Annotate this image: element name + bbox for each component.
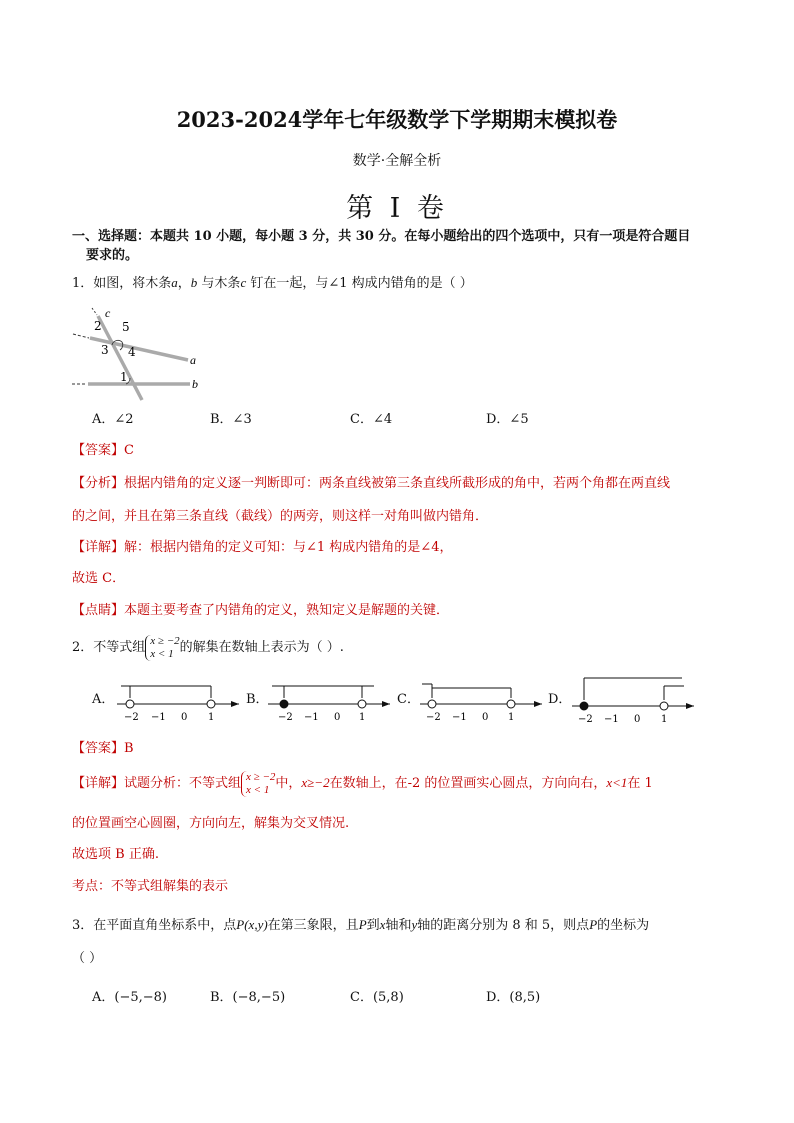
comment-text: 本题主要考查了内错角的定义，熟知定义是解题的关键． [124,603,450,618]
detail-a: 在数轴上，在-2 的位置画实心圆点，方向向右， [329,776,607,791]
q3-option-b: B．(−8,−5) [210,990,286,1005]
q3-stem-mid1: 在第三象限，且 [267,918,359,933]
q2-detail-ineq-2: x < 1 [246,783,270,796]
q3-option-a: A．(−5,−8) [92,990,167,1005]
comment-tag: 【点睛】 [72,603,125,618]
line-c-dash [92,308,97,315]
section-heading: 一、选择题：本题共 10 小题，每小题 3 分，共 30 分。在每小题给出的四个选项中，只有一项是符合题目 [72,229,691,244]
tick-label: −2 [426,712,441,723]
tick-label: 0 [181,712,188,723]
q1-var-c: c [240,275,247,290]
q1-stem-mid2: 与木条 [197,276,241,291]
analysis-text: 根据内错角的定义逐一判断即可：两条直线被第三条直线所截形成的角中，若两个角都在两直线 [124,476,671,491]
fig-label-c: c [105,306,111,320]
answer-value: C [124,443,134,458]
tick-label: 0 [482,712,489,723]
q2-detail-system [241,771,275,797]
q2-stem-suffix: 的解集在数轴上表示为（ ）. [179,640,344,655]
fig-label-a: a [190,353,196,367]
detail-b: 在 1 [627,776,653,791]
q2-point: 考点：不等式组解集的表示 [72,879,229,894]
q1-figure [70,298,210,408]
question-3-stem [72,917,649,934]
tick-label: −1 [452,712,467,723]
q3-option-d: D．(8,5) [486,990,541,1005]
q3-stem-prefix: 3．在平面直角坐标系中，点 [72,918,237,933]
fig-label-1: 1 [120,370,128,384]
tick-label: −2 [278,712,293,723]
q2-ineq-2: x < 1 [150,647,174,660]
q2-stem-prefix: 2．不等式组 [72,640,146,655]
q2-numberline-d [570,674,700,724]
q1-option-c: C．∠4 [350,412,393,427]
answer-tag: 【答案】 [72,741,125,756]
detail-x2: x<1 [606,775,628,790]
q3-stem-suffix: 轴的距离分别为 8 和 5，则点 [417,918,590,933]
tick-label: −2 [578,714,593,725]
page-subtitle: 数学·全解全析 [352,153,442,169]
q2-numberline-b [266,680,396,724]
q3-x: x [379,917,386,932]
q3-P2: P [589,917,598,932]
q3-paren: （ ） [72,951,103,966]
q1-stem-suffix: 钉在一起，与∠1 构成内错角的是（ ） [246,276,473,291]
question-2-stem [72,633,344,663]
q3-y: y [411,917,418,932]
tick-label: 1 [208,712,215,723]
fig-label-3: 3 [101,343,109,357]
q2-detail-ineq-1: x ≥ −2 [246,770,276,783]
answer-value: B [124,741,134,756]
line-a-dash [73,334,89,338]
q2-option-b-label: B． [246,692,269,707]
q1-detail [72,540,452,556]
q1-option-a: A．∠2 [92,412,134,427]
q2-detail [72,768,653,799]
q1-choice: 故选 C． [72,571,126,586]
tick-label: −1 [151,712,166,723]
q1-analysis [72,476,670,492]
q2-answer [72,741,134,757]
q2-option-a-label: A． [92,692,115,707]
detail-prefix: 试题分析：不等式组 [124,776,242,791]
q2-option-d-label: D． [548,692,572,707]
q1-option-b: B．∠3 [210,412,252,427]
detail-x1: x≥−2 [301,775,330,790]
fig-label-4: 4 [128,345,136,359]
q2-ineq-system [145,635,179,661]
q3-P: P [358,917,367,932]
q1-stem-mid1: ， [177,276,191,291]
q1-var-b: b [190,275,198,290]
tick-label: −1 [604,714,619,725]
q2-numberline-a [115,680,245,724]
detail-tag: 【详解】 [72,776,125,791]
q1-stem-prefix: 1．如图，将木条 [72,276,172,291]
q3-stem-mid2: 到 [366,918,380,933]
tick-label: 1 [359,712,366,723]
tick-label: −2 [124,712,139,723]
q1-var-a: a [171,275,178,290]
q2-detail-cont: 的位置画空心圆圈，方向向左，解集为交叉情况. [72,816,350,831]
fig-label-b: b [192,377,198,391]
q3-option-c: C．(5,8) [350,990,404,1005]
detail-text: 解：根据内错角的定义可知：与∠1 构成内错角的是∠4， [124,540,453,555]
detail-mid: 中， [275,776,302,791]
tick-label: 1 [661,714,668,725]
fig-label-2: 2 [94,319,102,333]
q1-answer [72,443,134,459]
detail-tag: 【详解】 [72,540,125,555]
page-title: 2023-2024学年七年级数学下学期期末模拟卷 [176,107,618,132]
answer-tag: 【答案】 [72,443,125,458]
q1-option-d: D．∠5 [486,412,529,427]
q1-analysis-cont: 的之间，并且在第三条直线（截线）的两旁，则这样一对角叫做内错角． [72,509,489,524]
analysis-tag: 【分析】 [72,476,125,491]
q1-comment [72,603,449,619]
q3-stem-end: 的坐标为 [597,918,650,933]
tick-label: −1 [304,712,319,723]
q3-stem-mid3: 轴和 [385,918,412,933]
q2-choice: 故选项 B 正确. [72,847,159,862]
q2-option-c-label: C． [397,692,420,707]
q2-numberline-c [418,680,548,724]
tick-label: 1 [508,712,515,723]
question-1-stem [72,275,473,292]
section-heading-cont: 要求的。 [86,248,139,263]
tick-label: 0 [334,712,341,723]
q2-ineq-1: x ≥ −2 [150,634,180,647]
tick-label: 0 [634,714,641,725]
fig-label-5: 5 [122,320,130,334]
volume-heading: 第 I 卷 [346,193,448,224]
q3-point: P(x,y) [236,917,268,932]
